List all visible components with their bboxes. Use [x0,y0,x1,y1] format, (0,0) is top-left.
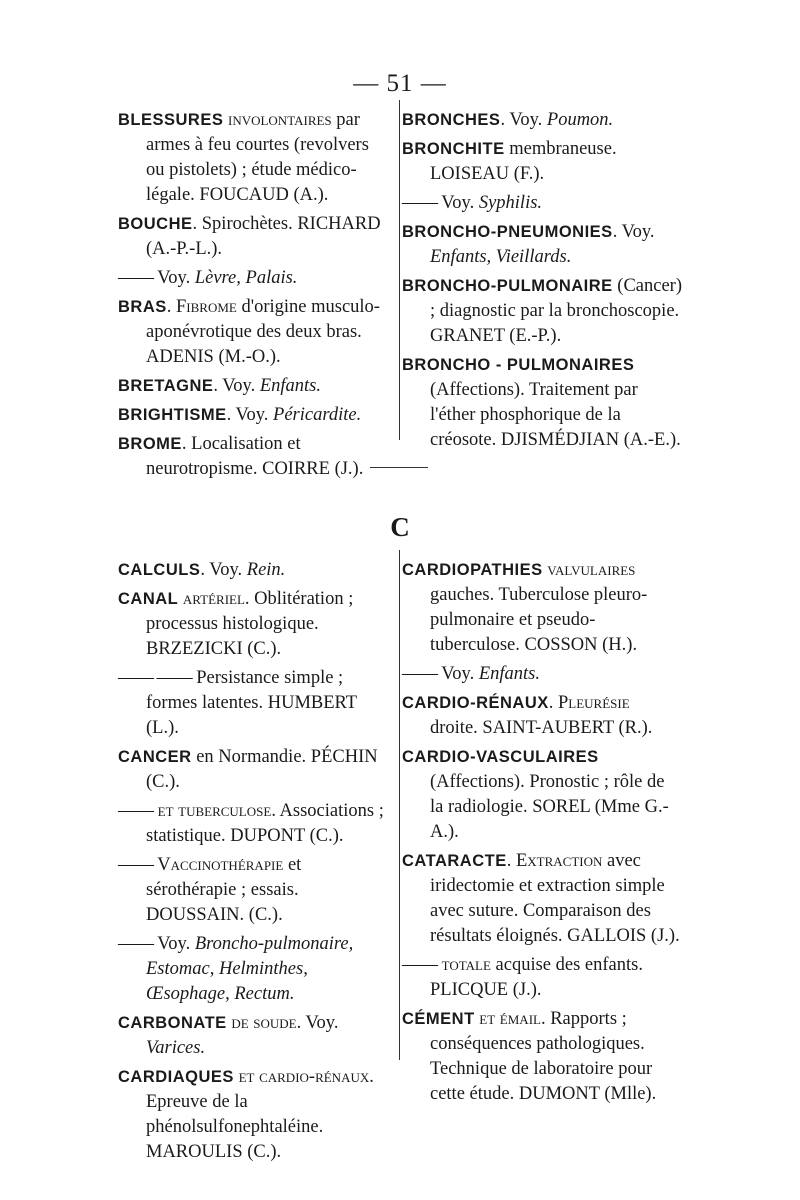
entry-text: . Associations ; statistique. DUPONT (C.). [146,801,384,846]
entry-text: . Localisation et neurotropisme. COIRRE (J.). [146,434,364,479]
entry-text: . Epreuve de la phénolsulfonephtaléine. MAROULIS (C.). [146,1067,374,1162]
entry-text: —— [402,193,437,213]
entry-text: —— —— [118,668,192,688]
entry-text: —— [402,664,437,684]
entry-text: par armes à feu courtes (revolvers ou pistolets) ; étude médico-légale. FOUCAUD (A.). [146,110,369,205]
entry-text: et cardio-rénaux [233,1067,370,1087]
section-separator [370,467,428,468]
entry-heading: CÉMENT [402,1010,475,1028]
entry-heading: CANCER [118,748,192,766]
entry-text: Extraction [515,851,603,871]
entry-text: . Rapports ; conséquences pathologiques. Technique de laboratoire pour cette étude. DUMONT (Mlle). [430,1009,657,1104]
entry-heading: BRONCHO-PULMONAIRE [402,277,613,295]
entry-text: Voy. [437,193,479,213]
index-entry [118,932,386,1007]
entry-text: et tuberculose [153,801,272,821]
index-entry [402,953,682,1003]
index-entry [402,353,682,453]
entry-text: Persistance simple ; formes latentes. HUMBERT (L.). [146,668,357,738]
index-column-top-right [402,108,682,457]
index-entry [402,191,682,216]
column-divider-bottom [399,550,400,1060]
index-column-bottom-right [402,558,682,1111]
entry-heading: BRAS [118,298,167,316]
entry-text: (Affections). Traitement par l'éther phosphorique de la créosote. DJISMÉDJIAN (A.-E.). [430,380,681,450]
entry-heading: CARDIOPATHIES [402,561,543,579]
entry-heading: BRONCHES [402,111,501,129]
index-entry [402,108,682,133]
entry-heading: BLESSURES [118,111,224,129]
index-entry [118,745,386,795]
entry-text: Enfants. [478,664,540,684]
entry-heading: CARDIO-RÉNAUX [402,694,549,712]
entry-heading: BRONCHO-PNEUMONIES [402,223,613,241]
entry-text: . Spirochètes. RICHARD (A.-P.-L.). [146,214,381,259]
index-entry [118,666,386,741]
index-entry [118,295,386,370]
entry-text: acquise des enfants. PLICQUE (J.). [430,955,643,1000]
entry-text: . [166,297,177,317]
entry-text: Syphilis. [478,193,543,213]
entry-text: (Cancer) ; diagnostic par la bronchoscopie. GRANET (E.-P.). [430,276,683,346]
index-entry [118,558,386,583]
entry-text: . Voy. [500,110,547,130]
entry-text: en Normandie. PÉCHIN (C.). [146,747,378,792]
entry-heading: CARDIAQUES [118,1068,234,1086]
index-entry [402,558,682,658]
entry-text: . Voy. [296,1013,339,1033]
entry-text: . Voy. [200,560,247,580]
entry-heading: BRONCHITE [402,140,505,158]
entry-text: droite. SAINT-AUBERT (R.). [430,718,653,738]
entry-text: Rein. [246,560,286,580]
index-entry [118,108,386,208]
entry-text: Voy. [437,664,479,684]
index-entry [402,1007,682,1107]
entry-heading: CATARACTE [402,852,507,870]
entry-text: —— [118,934,153,954]
entry-text: . Voy. [213,376,260,396]
entry-heading: BROME [118,435,182,453]
entry-text: —— [402,955,437,975]
entry-text: Vaccinothérapie [153,855,284,875]
entry-text: d'origine musculo-aponévrotique des deux bras. ADENIS (M.-O.). [146,297,380,367]
entry-text: avec iridectomie et extraction simple avec suture. Comparaison des résultats éloignés. GALLOIS (J.). [430,851,680,946]
entry-text: Broncho-pulmonaire, Estomac, Helminthes, Œsophage, Rectum. [146,934,354,1004]
entry-text: et sérothérapie ; essais. DOUSSAIN. (C.). [146,855,302,925]
entry-text: —— [118,855,153,875]
entry-heading: CANAL [118,590,179,608]
index-entry [118,266,386,291]
index-entry [402,849,682,949]
index-entry [402,274,682,349]
index-entry [402,662,682,687]
entry-heading: BRONCHO - PULMONAIRES [402,356,635,374]
entry-text: gauches. Tuberculose pleuro-pulmonaire et pseudo-tuberculose. COSSON (H.). [430,585,648,655]
entry-heading: CARBONATE [118,1014,227,1032]
entry-text: artériel [178,589,245,609]
section-letter: C [390,512,410,542]
entry-text: Voy. [153,268,195,288]
entry-text: Voy. [153,934,195,954]
entry-text: Varices. [146,1038,206,1058]
entry-text: . [548,693,558,713]
index-entry [118,587,386,662]
entry-text: Fibrome [176,297,237,317]
entry-text: et émail [474,1009,541,1029]
entry-text: membraneuse. LOISEAU (F.). [430,139,617,184]
index-entry [118,432,386,482]
entry-heading: CALCULS [118,561,201,579]
index-entry [402,137,682,187]
entry-heading: CARDIO-VASCULAIRES [402,748,599,766]
entry-text: . [506,851,516,871]
index-entry [118,799,386,849]
column-divider-top [399,100,400,440]
entry-text: Enfants, Vieillards. [430,247,572,267]
index-entry [118,212,386,262]
index-entry [402,691,682,741]
index-column-bottom-left [118,558,386,1169]
entry-text: Enfants. [259,376,321,396]
index-entry [118,374,386,399]
entry-text: involontaires [223,110,332,130]
entry-text: Lèvre, Palais. [194,268,298,288]
entry-heading: BRETAGNE [118,377,214,395]
entry-text: . Voy. [612,222,655,242]
index-entry [118,403,386,428]
entry-text: de soude [226,1013,297,1033]
index-entry [118,1065,386,1165]
index-entry [402,745,682,845]
entry-heading: BRIGHTISME [118,406,227,424]
entry-text: Péricardite. [273,405,362,425]
entry-text: . Oblitération ; processus histologique. BRZEZICKI (C.). [146,589,354,659]
index-entry [402,220,682,270]
entry-text: —— [118,801,153,821]
entry-text: valvulaires [542,560,636,580]
index-entry [118,1011,386,1061]
entry-text: . Voy. [226,405,274,425]
entry-text: (Affections). Pronostic ; rôle de la radiologie. SOREL (Mme G.-A.). [430,772,669,842]
index-entry [118,853,386,928]
entry-text: Poumon. [546,110,614,130]
entry-heading: BOUCHE [118,215,193,233]
entry-text: totale [437,955,491,975]
entry-text: Pleurésie [558,693,630,713]
page-number: — 51 — [353,70,447,97]
entry-text: —— [118,268,153,288]
index-column-top-left [118,108,386,486]
